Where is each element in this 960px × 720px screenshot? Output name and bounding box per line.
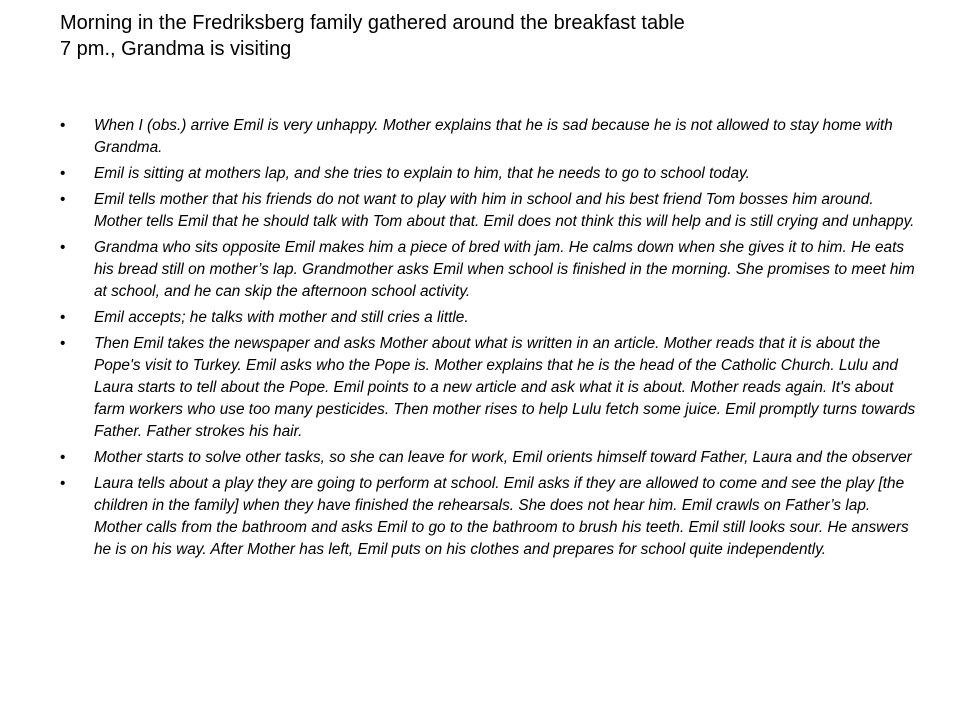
observation-item-1 xyxy=(60,115,920,159)
observation-item-8 xyxy=(60,473,920,561)
observation-text: When I (obs.) arrive Emil is very unhappy. Mother explains that he is sad because he is not allowed to stay home with Grandma. xyxy=(94,117,893,156)
slide-title xyxy=(60,10,940,62)
bullet-marker: • xyxy=(60,449,66,466)
observation-text: Then Emil takes the newspaper and asks Mother about what is written in an article. Mother reads that it is about the Pope's visit to Turkey. Emil asks who the Pope is. Mother explains that he is the head of the Catholic Church. Lulu and Laura starts to tell about the Pope. Emil points to a new article and ask what it is about. Mother reads again. It's about farm workers who use too many pesticides. Then mother rises to help Lulu fetch some juice. Emil promptly turns towards Father. Father strokes his hair. xyxy=(94,335,916,440)
observation-text: Emil tells mother that his friends do not want to play with him in school and his best friend Tom bosses him around. Mother tells Emil that he should talk with Tom about that. Emil does not think this will help and is still crying and unhappy. xyxy=(94,191,915,230)
observation-item-7 xyxy=(60,447,920,469)
observation-text: Emil is sitting at mothers lap, and she tries to explain to him, that he needs to go to school today. xyxy=(94,165,750,182)
observation-item-4 xyxy=(60,237,920,303)
observation-item-2 xyxy=(60,163,920,185)
title-line-1: Morning in the Fredriksberg family gathered around the breakfast table xyxy=(60,12,685,34)
observation-text: Grandma who sits opposite Emil makes him a piece of bred with jam. He calms down when she gives it to him. He eats his bread still on mother’s lap. Grandmother asks Emil when school is finished in the morning. She promises to meet him at school, and he can skip the afternoon school activity. xyxy=(94,239,915,300)
observation-text: Mother starts to solve other tasks, so she can leave for work, Emil orients himself toward Father, Laura and the observer xyxy=(94,449,912,466)
bullet-marker: • xyxy=(60,191,66,208)
observation-text: Emil accepts; he talks with mother and still cries a little. xyxy=(94,309,469,326)
bullet-marker: • xyxy=(60,117,66,134)
title-line-2: 7 pm., Grandma is visiting xyxy=(60,38,292,60)
bullet-marker: • xyxy=(60,475,66,492)
bullet-marker: • xyxy=(60,335,66,352)
observation-list xyxy=(60,115,920,565)
observation-item-3 xyxy=(60,189,920,233)
observation-text: Laura tells about a play they are going to perform at school. Emil asks if they are allowed to come and see the play [the children in the family] when they have finished the rehearsals. She does not hear him. Emil crawls on Father’s lap. Mother calls from the bathroom and asks Emil to go to the bathroom to brush his teeth. Emil still looks sour. He answers he is on his way. After Mother has left, Emil puts on his clothes and prepares for school quite independently. xyxy=(94,475,909,558)
bullet-marker: • xyxy=(60,309,66,326)
bullet-marker: • xyxy=(60,239,66,256)
observation-item-5 xyxy=(60,307,920,329)
bullet-marker: • xyxy=(60,165,66,182)
observation-item-6 xyxy=(60,333,920,443)
